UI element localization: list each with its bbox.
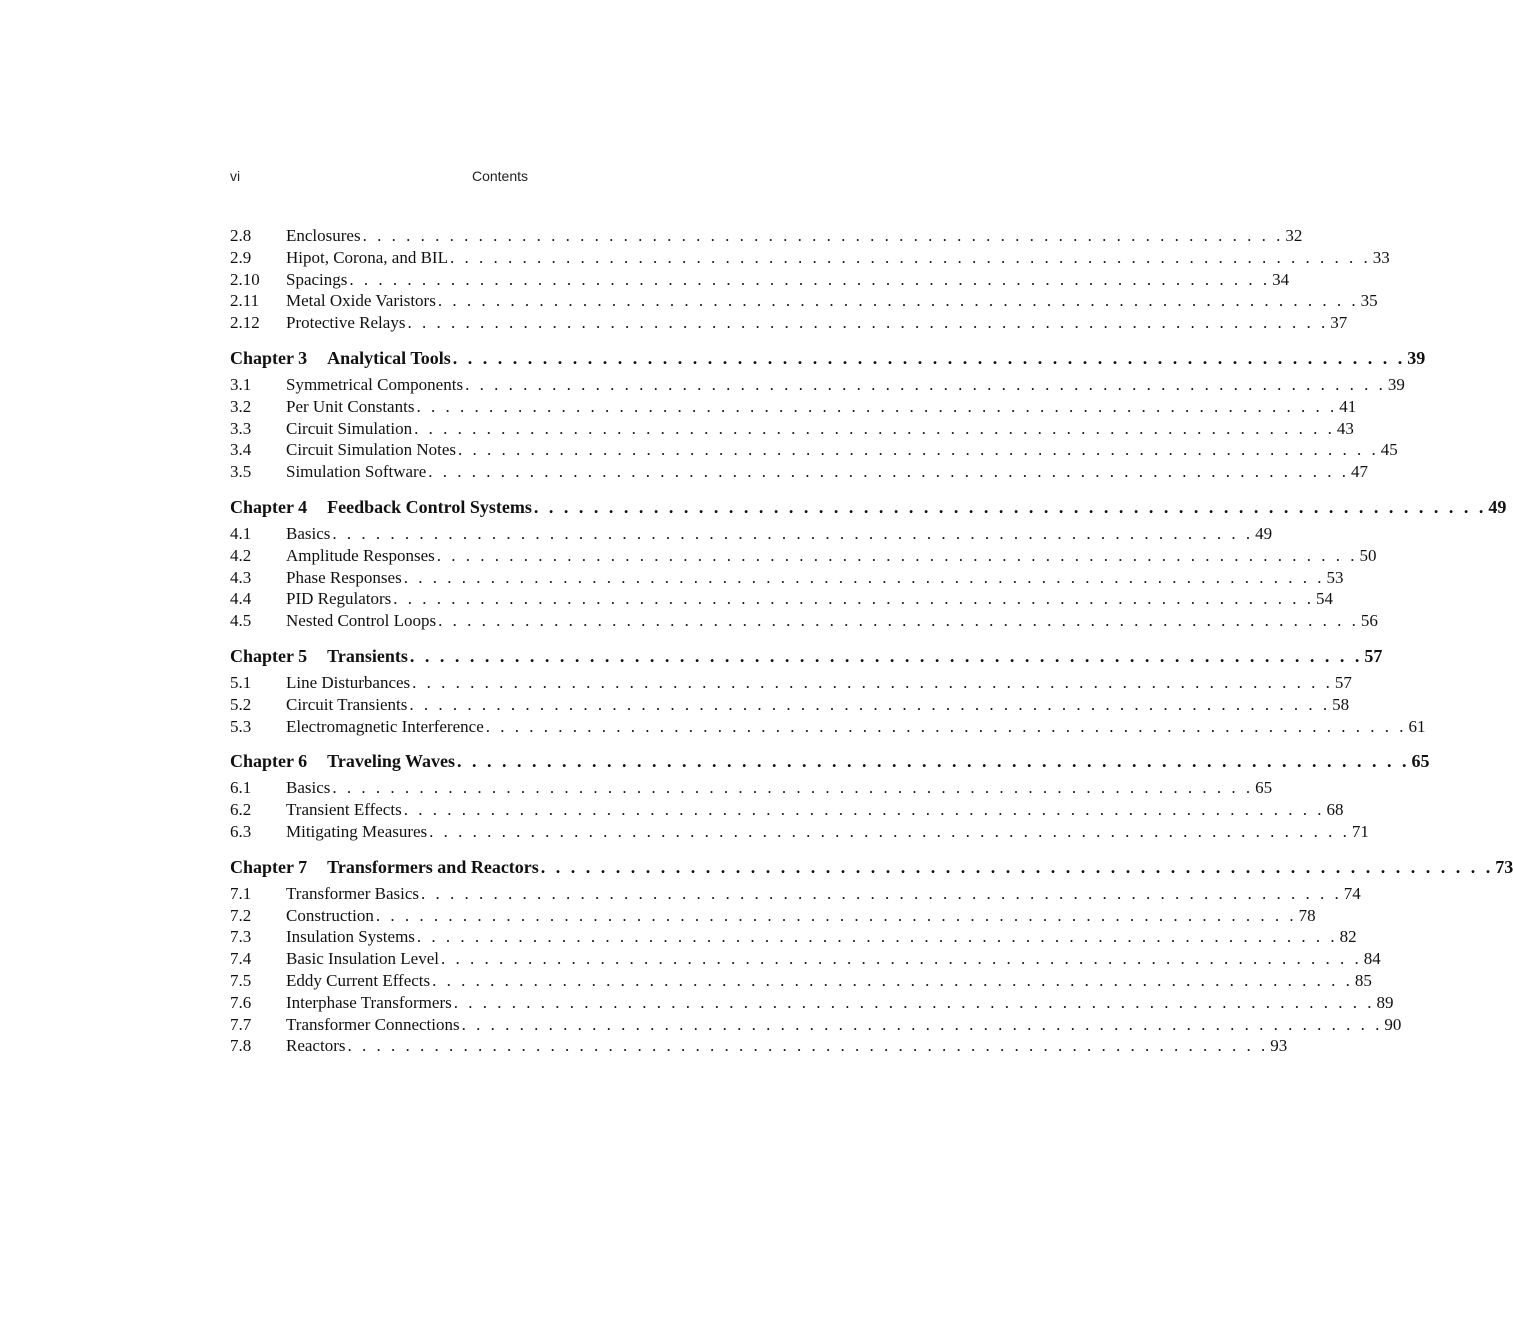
dot-leader: . . . . . . . . . . . . . . . . . . . . . . . . . . . . . . . . . . . . . . . . . . . . . . . . . . . . . . . . . . . . . . . . [436, 545, 1358, 565]
section-page-number: 61 [1408, 716, 1426, 736]
section-number: 5.3 [230, 716, 252, 736]
dot-leader: . . . . . . . . . . . . . . . . . . . . . . . . . . . . . . . . . . . . . . . . . . . . . . . . . . . . . . . . . . . . . . . . [485, 716, 1407, 736]
section-page-number: 82 [1339, 927, 1357, 947]
chapter-heading[interactable] [230, 856, 1513, 878]
dot-leader: . . . . . . . . . . . . . . . . . . . . . . . . . . . . . . . . . . . . . . . . . . . . . . . . . . . . . . . . . . . . . . . . [332, 778, 1254, 798]
toc-entry[interactable] [230, 694, 1350, 716]
toc-entry[interactable] [230, 461, 1368, 483]
toc-entry[interactable] [230, 247, 1390, 269]
dot-leader: . . . . . . . . . . . . . . . . . . . . . . . . . . . . . . . . . . . . . . . . . . . . . . . . . . . . . . . . . . . . . . . . [465, 374, 1386, 394]
section-title: Circuit Simulation Notes [286, 440, 456, 460]
toc-entry[interactable] [230, 610, 1378, 632]
section-number: 4.1 [230, 523, 252, 543]
chapter-title: Feedback Control Systems [327, 496, 532, 517]
chapter-page-number: 49 [1488, 496, 1507, 517]
section-page-number: 89 [1376, 992, 1394, 1012]
toc-entry[interactable] [230, 672, 1352, 694]
toc-entry[interactable] [230, 948, 1381, 970]
section-number: 2.11 [230, 291, 260, 311]
toc-entry[interactable] [230, 545, 1377, 567]
dot-leader: . . . . . . . . . . . . . . . . . . . . . . . . . . . . . . . . . . . . . . . . . . . . . . . . . . . . . . . . . . . . . . . . [421, 883, 1342, 903]
running-head [230, 168, 770, 188]
section-page-number: 71 [1351, 821, 1369, 841]
dot-leader: . . . . . . . . . . . . . . . . . . . . . . . . . . . . . . . . . . . . . . . . . . . . . . . . . . . . . . . . . . . . . . . . [429, 821, 1350, 841]
section-number: 7.3 [230, 927, 252, 947]
dot-leader: . . . . . . . . . . . . . . . . . . . . . . . . . . . . . . . . . . . . . . . . . . . . . . . . . . . . . . . . . . . . . . . . [453, 992, 1375, 1012]
dot-leader: . . . . . . . . . . . . . . . . . . . . . . . . . . . . . . . . . . . . . . . . . . . . . . . . . . . . . . . . . . . . . . . . [428, 462, 1349, 482]
section-page-number: 68 [1326, 800, 1344, 820]
dot-leader: . . . . . . . . . . . . . . . . . . . . . . . . . . . . . . . . . . . . . . . . . . . . . . . . . . . . . . . . . . . . . . . . [412, 672, 1333, 692]
chapter-heading[interactable] [230, 496, 1507, 518]
dot-leader: . . . . . . . . . . . . . . . . . . . . . . . . . . . . . . . . . . . . . . . . . . . . . . . . . . . . . . . . . . . . . . . . [416, 927, 1338, 947]
section-number: 4.5 [230, 611, 252, 631]
dot-leader: . . . . . . . . . . . . . . . . . . . . . . . . . . . . . . . . . . . . . . . . . . . . . . . . . . . . . . . . . . . . . . . . [457, 751, 1410, 772]
section-page-number: 33 [1372, 247, 1390, 267]
toc-entry[interactable] [230, 588, 1334, 610]
section-title: Amplitude Responses [286, 545, 435, 565]
section-title: Transient Effects [286, 800, 402, 820]
section-page-number: 53 [1326, 567, 1344, 587]
section-number: 6.1 [230, 778, 252, 798]
dot-leader: . . . . . . . . . . . . . . . . . . . . . . . . . . . . . . . . . . . . . . . . . . . . . . . . . . . . . . . . . . . . . . . . [533, 496, 1487, 517]
chapter-label: Chapter 7 [230, 856, 308, 877]
section-title: Nested Control Loops [286, 611, 437, 631]
section-title: Protective Relays [286, 313, 406, 333]
section-title: Transformer Basics [286, 883, 419, 903]
section-number: 7.7 [230, 1014, 252, 1034]
dot-leader: . . . . . . . . . . . . . . . . . . . . . . . . . . . . . . . . . . . . . . . . . . . . . . . . . . . . . . . . . . . . . . . . [332, 523, 1254, 543]
toc-entry[interactable] [230, 1035, 1288, 1057]
section-page-number: 84 [1363, 949, 1381, 969]
toc-entry[interactable] [230, 312, 1348, 334]
dot-leader: . . . . . . . . . . . . . . . . . . . . . . . . . . . . . . . . . . . . . . . . . . . . . . . . . . . . . . . . . . . . . . . . [438, 611, 1359, 631]
toc-entry[interactable] [230, 523, 1273, 545]
toc-entry[interactable] [230, 439, 1398, 461]
dot-leader: . . . . . . . . . . . . . . . . . . . . . . . . . . . . . . . . . . . . . . . . . . . . . . . . . . . . . . . . . . . . . . . . [452, 347, 1406, 368]
section-title: Basics [286, 778, 331, 798]
section-number: 3.2 [230, 396, 252, 416]
dot-leader: . . . . . . . . . . . . . . . . . . . . . . . . . . . . . . . . . . . . . . . . . . . . . . . . . . . . . . . . . . . . . . . . [362, 226, 1284, 245]
section-page-number: 41 [1339, 396, 1357, 416]
section-title: Circuit Simulation [286, 418, 413, 438]
section-number: 3.1 [230, 374, 252, 394]
dot-leader: . . . . . . . . . . . . . . . . . . . . . . . . . . . . . . . . . . . . . . . . . . . . . . . . . . . . . . . . . . . . . . . . [409, 645, 1363, 666]
section-title: Reactors [286, 1036, 346, 1056]
chapter-page-number: 73 [1495, 856, 1513, 877]
section-page-number: 57 [1334, 672, 1352, 692]
chapter-heading[interactable] [230, 750, 1430, 772]
section-page-number: 47 [1350, 462, 1368, 482]
section-page-number: 35 [1360, 291, 1378, 311]
section-title: Construction [286, 905, 374, 925]
section-title: Electromagnetic Interference [286, 716, 484, 736]
section-number: 4.3 [230, 567, 252, 587]
section-title: Basic Insulation Level [286, 949, 439, 969]
toc-entry[interactable] [230, 225, 1303, 247]
section-title: Eddy Current Effects [286, 970, 431, 990]
dot-leader: . . . . . . . . . . . . . . . . . . . . . . . . . . . . . . . . . . . . . . . . . . . . . . . . . . . . . . . . . . . . . . . . [407, 313, 1329, 333]
section-page-number: 90 [1384, 1014, 1402, 1034]
section-title: Transformer Connections [286, 1014, 460, 1034]
section-page-number: 85 [1354, 970, 1372, 990]
section-page-number: 50 [1359, 545, 1377, 565]
toc-entry[interactable] [230, 799, 1344, 821]
section-page-number: 34 [1272, 269, 1290, 289]
chapter-title: Transients [327, 645, 408, 666]
section-title: Interphase Transformers [286, 992, 452, 1012]
section-number: 7.6 [230, 992, 252, 1012]
chapter-label: Chapter 6 [230, 751, 308, 772]
section-page-number: 54 [1316, 589, 1334, 609]
dot-leader: . . . . . . . . . . . . . . . . . . . . . . . . . . . . . . . . . . . . . . . . . . . . . . . . . . . . . . . . . . . . . . . . [375, 905, 1297, 925]
dot-leader: . . . . . . . . . . . . . . . . . . . . . . . . . . . . . . . . . . . . . . . . . . . . . . . . . . . . . . . . . . . . . . . . [347, 1036, 1269, 1056]
toc-entry[interactable] [230, 992, 1394, 1014]
toc-entry[interactable] [230, 777, 1273, 799]
toc-entry[interactable] [230, 567, 1344, 589]
section-number: 7.1 [230, 883, 252, 903]
section-page-number: 93 [1270, 1036, 1288, 1056]
toc-entry[interactable] [230, 269, 1290, 291]
section-number: 5.1 [230, 672, 252, 692]
section-number: 2.10 [230, 269, 260, 289]
section-title: Insulation Systems [286, 927, 415, 947]
section-number: 4.4 [230, 589, 252, 609]
section-page-number: 43 [1336, 418, 1354, 438]
table-of-contents [230, 225, 1513, 1057]
section-title: Mitigating Measures [286, 821, 428, 841]
section-number: 7.5 [230, 970, 252, 990]
section-title: Enclosures [286, 226, 361, 245]
section-title: Circuit Transients [286, 694, 408, 714]
dot-leader: . . . . . . . . . . . . . . . . . . . . . . . . . . . . . . . . . . . . . . . . . . . . . . . . . . . . . . . . . . . . . . . . [432, 970, 1353, 990]
chapter-title: Analytical Tools [327, 347, 451, 368]
chapter-label: Chapter 5 [230, 645, 308, 666]
section-number: 5.2 [230, 694, 252, 714]
section-page-number: 49 [1255, 523, 1273, 543]
section-title: Hipot, Corona, and BIL [286, 247, 448, 267]
dot-leader: . . . . . . . . . . . . . . . . . . . . . . . . . . . . . . . . . . . . . . . . . . . . . . . . . . . . . . . . . . . . . . . . [461, 1014, 1383, 1034]
section-number: 7.2 [230, 905, 252, 925]
section-title: Per Unit Constants [286, 396, 415, 416]
toc-entry[interactable] [230, 396, 1357, 418]
toc-entry[interactable] [230, 883, 1361, 905]
chapter-heading[interactable] [230, 347, 1426, 369]
section-title: Line Disturbances [286, 672, 411, 692]
dot-leader: . . . . . . . . . . . . . . . . . . . . . . . . . . . . . . . . . . . . . . . . . . . . . . . . . . . . . . . . . . . . . . . . [403, 800, 1325, 820]
chapter-heading[interactable] [230, 645, 1383, 667]
toc-entry[interactable] [230, 821, 1369, 843]
section-title: Symmetrical Components [286, 374, 464, 394]
section-title: Metal Oxide Varistors [286, 291, 436, 311]
section-page-number: 74 [1343, 883, 1361, 903]
section-page-number: 32 [1285, 226, 1303, 245]
section-number: 6.3 [230, 821, 252, 841]
section-title: Simulation Software [286, 462, 427, 482]
dot-leader: . . . . . . . . . . . . . . . . . . . . . . . . . . . . . . . . . . . . . . . . . . . . . . . . . . . . . . . . . . . . . . . . [440, 949, 1362, 969]
dot-leader: . . . . . . . . . . . . . . . . . . . . . . . . . . . . . . . . . . . . . . . . . . . . . . . . . . . . . . . . . . . . . . . . [414, 418, 1335, 438]
chapter-page-number: 65 [1411, 751, 1430, 772]
section-number: 6.2 [230, 800, 252, 820]
dot-leader: . . . . . . . . . . . . . . . . . . . . . . . . . . . . . . . . . . . . . . . . . . . . . . . . . . . . . . . . . . . . . . . . [393, 589, 1315, 609]
section-number: 3.5 [230, 462, 252, 482]
chapter-title: Transformers and Reactors [327, 856, 539, 877]
page-folio: vi [230, 168, 241, 184]
section-title: Phase Responses [286, 567, 402, 587]
toc-entry[interactable] [230, 926, 1357, 948]
dot-leader: . . . . . . . . . . . . . . . . . . . . . . . . . . . . . . . . . . . . . . . . . . . . . . . . . . . . . . . . . . . . . . . . [449, 247, 1371, 267]
section-title: PID Regulators [286, 589, 392, 609]
toc-entry[interactable] [230, 970, 1372, 992]
section-page-number: 45 [1380, 440, 1398, 460]
chapter-page-number: 39 [1407, 347, 1426, 368]
section-title: Basics [286, 523, 331, 543]
dot-leader: . . . . . . . . . . . . . . . . . . . . . . . . . . . . . . . . . . . . . . . . . . . . . . . . . . . . . . . . . . . . . . . . [540, 856, 1494, 877]
section-page-number: 39 [1387, 374, 1405, 394]
section-number: 7.4 [230, 949, 252, 969]
dot-leader: . . . . . . . . . . . . . . . . . . . . . . . . . . . . . . . . . . . . . . . . . . . . . . . . . . . . . . . . . . . . . . . . [403, 567, 1325, 587]
toc-entry[interactable] [230, 905, 1316, 927]
chapter-label: Chapter 4 [230, 496, 308, 517]
section-number: 7.8 [230, 1036, 252, 1056]
dot-leader: . . . . . . . . . . . . . . . . . . . . . . . . . . . . . . . . . . . . . . . . . . . . . . . . . . . . . . . . . . . . . . . . [349, 269, 1271, 289]
section-number: 2.12 [230, 313, 260, 333]
section-number: 2.8 [230, 226, 252, 245]
section-number: 3.3 [230, 418, 252, 438]
chapter-label: Chapter 3 [230, 347, 308, 368]
section-page-number: 37 [1330, 313, 1348, 333]
dot-leader: . . . . . . . . . . . . . . . . . . . . . . . . . . . . . . . . . . . . . . . . . . . . . . . . . . . . . . . . . . . . . . . . [458, 440, 1379, 460]
section-page-number: 58 [1332, 694, 1350, 714]
toc-entry[interactable] [230, 290, 1378, 312]
dot-leader: . . . . . . . . . . . . . . . . . . . . . . . . . . . . . . . . . . . . . . . . . . . . . . . . . . . . . . . . . . . . . . . . [437, 291, 1359, 311]
toc-entry[interactable] [230, 418, 1354, 440]
running-head-title: Contents [471, 168, 529, 184]
section-title: Spacings [286, 269, 348, 289]
section-number: 2.9 [230, 247, 252, 267]
toc-entry[interactable] [230, 716, 1426, 738]
toc-entry[interactable] [230, 1014, 1402, 1036]
section-number: 3.4 [230, 440, 252, 460]
section-page-number: 56 [1360, 611, 1378, 631]
chapter-title: Traveling Waves [327, 751, 456, 772]
toc-entry[interactable] [230, 374, 1405, 396]
section-number: 4.2 [230, 545, 252, 565]
dot-leader: . . . . . . . . . . . . . . . . . . . . . . . . . . . . . . . . . . . . . . . . . . . . . . . . . . . . . . . . . . . . . . . . [416, 396, 1338, 416]
section-page-number: 65 [1255, 778, 1273, 798]
dot-leader: . . . . . . . . . . . . . . . . . . . . . . . . . . . . . . . . . . . . . . . . . . . . . . . . . . . . . . . . . . . . . . . . [409, 694, 1331, 714]
section-page-number: 78 [1298, 905, 1316, 925]
chapter-page-number: 57 [1364, 645, 1383, 666]
